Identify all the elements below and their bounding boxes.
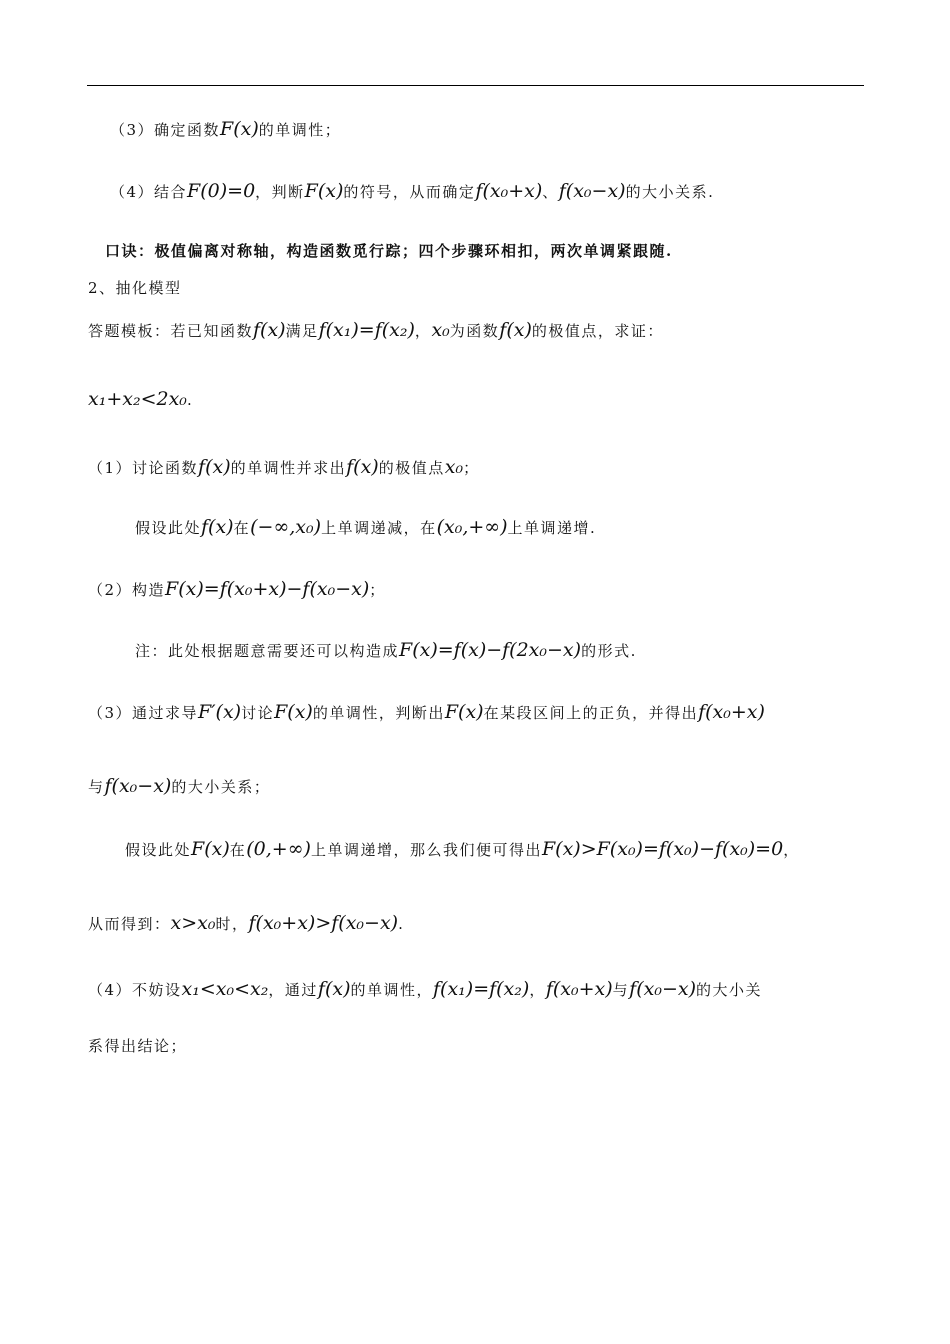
step-3-assume: 假设此处F(x)在(0,+∞)上单调递增，那么我们便可得出F(x)>F(x₀)=f(x₀)−f(x₀)=0， xyxy=(125,838,800,860)
header-rule xyxy=(87,85,864,86)
step-4-cont: 系得出结论； xyxy=(88,1037,188,1055)
step-1: （1）讨论函数f(x)的单调性并求出f(x)的极值点x₀； xyxy=(88,456,480,478)
step-4: （4）不妨设x₁<x₀<x₂，通过f(x)的单调性，f(x₁)=f(x₂)，f(x₀+x)与f(x₀−x)的大小关 xyxy=(88,978,763,1000)
step-3-top: （3）确定函数F(x)的单调性； xyxy=(110,118,342,140)
mnemonic: 口诀：极值偏离对称轴，构造函数觅行踪；四个步骤环相扣，两次单调紧跟随. xyxy=(105,242,673,260)
step-4-top: （4）结合F(0)=0，判断F(x)的符号，从而确定f(x₀+x)、f(x₀−x)的大小关系. xyxy=(110,180,715,202)
step-1-assume: 假设此处f(x)在(−∞,x₀)上单调递减，在(x₀,+∞)上单调递增. xyxy=(135,516,597,538)
template-goal: x₁+x₂<2x₀. xyxy=(88,388,194,410)
section-title: 2、抽化模型 xyxy=(88,279,182,297)
template-intro: 答题模板：若已知函数f(x)满足f(x₁)=f(x₂)，x₀为函数f(x)的极值点，求证： xyxy=(88,319,664,341)
step-2: （2）构造F(x)=f(x₀+x)−f(x₀−x)； xyxy=(88,578,386,600)
step-2-note: 注：此处根据题意需要还可以构造成F(x)=f(x)−f(2x₀−x)的形式. xyxy=(135,639,637,661)
step-3-result: 从而得到：x>x₀时，f(x₀+x)>f(x₀−x). xyxy=(88,912,405,934)
step-3: （3）通过求导F′(x)讨论F(x)的单调性，判断出F(x)在某段区间上的正负，并得出f(x₀+x) xyxy=(88,701,765,723)
step-3-cont: 与f(x₀−x)的大小关系； xyxy=(88,775,271,797)
